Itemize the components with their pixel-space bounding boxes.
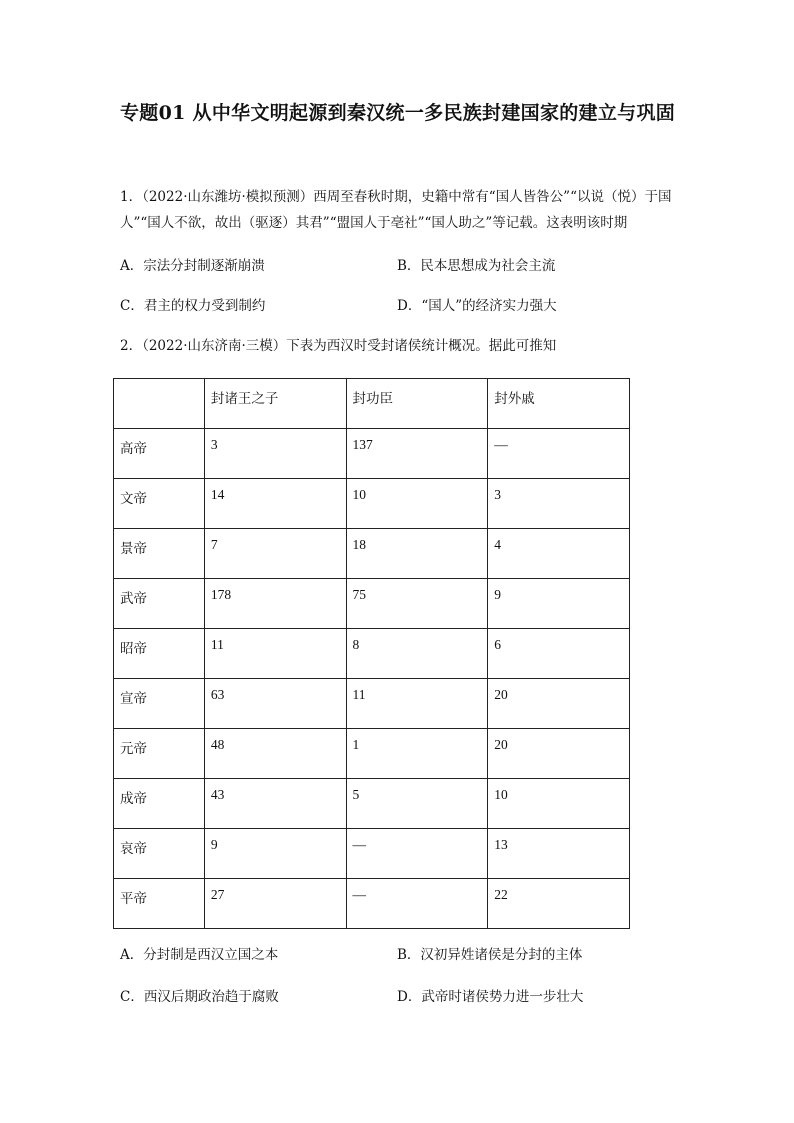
table-cell: 10 [346,479,488,529]
question-1-option-b: B．民本思想成为社会主流 [397,258,556,274]
question-2-stem: 2．（2022·山东济南·三模）下表为西汉时受封诸侯统计概况。据此可推知 [120,338,557,354]
emperor-cell: 哀帝 [114,829,205,879]
table-row [114,779,630,829]
emperor-cell: 高帝 [114,429,205,479]
table-cell: 20 [488,679,630,729]
question-1-stem: 1．（2022·山东潍坊·模拟预测）西周至春秋时期，史籍中常有“国人皆咎公”“以说（悦）于国人”“国人不欲，故出（驱逐）其君”“盟国人于亳社”“国人助之”等记载。这表明该时期 [120,189,672,231]
table-cell: 22 [488,879,630,929]
table-cell: 13 [488,829,630,879]
table-row [114,429,630,479]
table-row [114,629,630,679]
question-1-option-a: A．宗法分封制逐渐崩溃 [120,258,265,274]
table-header-cell: 封功臣 [346,379,488,429]
table-cell: 63 [204,679,346,729]
table-header-cell: 封诸王之子 [204,379,346,429]
table-row [114,479,630,529]
page-title: 专题01 从中华文明起源到秦汉统一多民族封建国家的建立与巩固 [120,102,676,124]
question-2-option-b: B．汉初异姓诸侯是分封的主体 [397,947,583,963]
table-cell: 4 [488,529,630,579]
table-cell: 10 [488,779,630,829]
table-row [114,729,630,779]
table-cell: 178 [204,579,346,629]
emperor-cell: 宣帝 [114,679,205,729]
question-1-option-d: D．“国人”的经济实力强大 [397,298,557,314]
question-1-option-c: C．君主的权力受到制约 [120,298,266,314]
table-cell: 3 [488,479,630,529]
emperor-cell: 平帝 [114,879,205,929]
emperor-cell: 景帝 [114,529,205,579]
table-header-cell [114,379,205,429]
table-cell: — [346,879,488,929]
table-cell: 27 [204,879,346,929]
table-cell: 5 [346,779,488,829]
emperor-cell: 昭帝 [114,629,205,679]
table-cell: 14 [204,479,346,529]
table-row [114,529,630,579]
table-row [114,829,630,879]
table-cell: 9 [204,829,346,879]
question-2-option-a: A．分封制是西汉立国之本 [120,947,279,963]
question-2-option-d: D．武帝时诸侯势力进一步壮大 [397,989,584,1005]
emperor-cell: 武帝 [114,579,205,629]
table-cell: — [488,429,630,479]
enfeoffment-table [113,378,630,929]
table-cell: 75 [346,579,488,629]
table-cell: 1 [346,729,488,779]
table-cell: 9 [488,579,630,629]
table-cell: 18 [346,529,488,579]
table-cell: 11 [204,629,346,679]
table-row [114,579,630,629]
table-row [114,879,630,929]
table-cell: 11 [346,679,488,729]
table-header-row [114,379,630,429]
table-cell: 48 [204,729,346,779]
table-cell: 8 [346,629,488,679]
table-cell: 20 [488,729,630,779]
table-cell: 7 [204,529,346,579]
question-2-option-c: C．西汉后期政治趋于腐败 [120,989,279,1005]
table-cell: 137 [346,429,488,479]
table-header-cell: 封外戚 [488,379,630,429]
table-cell: 6 [488,629,630,679]
emperor-cell: 文帝 [114,479,205,529]
table-cell: 3 [204,429,346,479]
table-cell: 43 [204,779,346,829]
emperor-cell: 成帝 [114,779,205,829]
table-cell: — [346,829,488,879]
emperor-cell: 元帝 [114,729,205,779]
table-row [114,679,630,729]
